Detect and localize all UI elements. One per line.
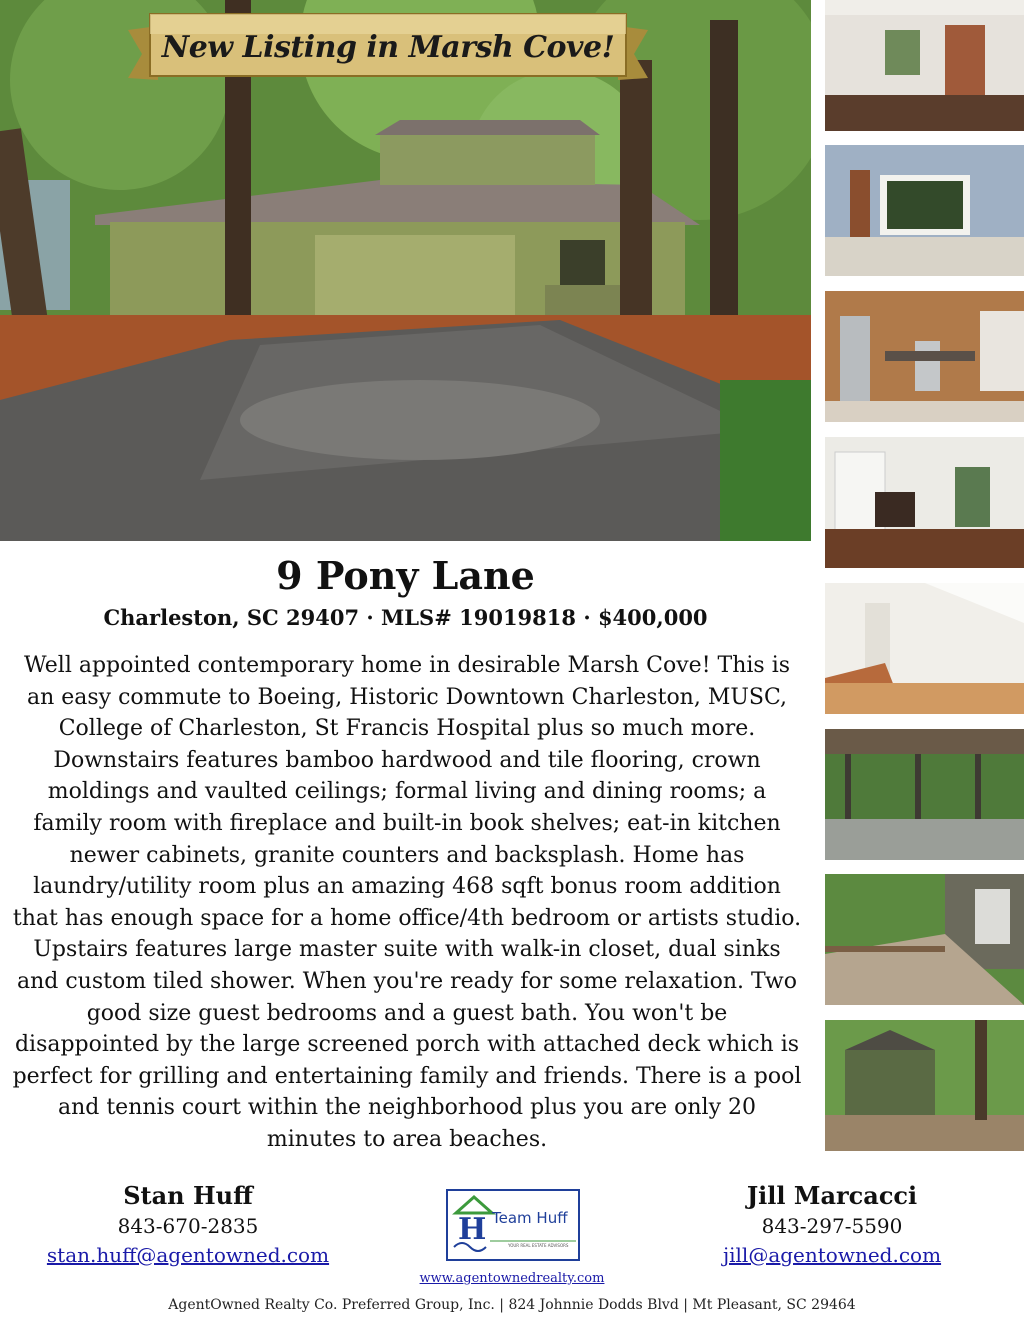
logo-text: Team Huff	[492, 1209, 568, 1227]
listing-banner	[128, 8, 648, 88]
thumb-bonus-room-photo	[825, 583, 1024, 714]
banner-title: New Listing in Marsh Cove!	[161, 30, 615, 65]
listing-description: Well appointed contemporary home in desirable Marsh Cove! This is an easy commute to Boeing, Historic Downtown Charleston, MUSC, College of Charleston, St Francis Hospital plus so much more. Downstairs features bamboo hardwood and tile flooring, crown moldings and vaulted ceilings; formal living and dining rooms; a family room with fireplace and built-in book shelves; eat-in kitchen newer cabinets, granite counters and backsplash. Home has laundry/utility room plus an amazing 468 sqft bonus room addition that has enough space for a home office/4th bedroom or artists studio. Upstairs features large master suite with walk-in closet, dual sinks and custom tiled shower. When you're ready for some relaxation. Two good size guest bedrooms and a guest bath. You won't be disappointed by the large screened porch with attached deck which is perfect for grilling and entertaining family and friends. There is a pool and tennis court within the neighborhood plus you are only 20 minutes to area beaches.	[12, 653, 802, 1152]
thumb-foyer-photo	[825, 0, 1024, 131]
thumb-backyard-photo	[825, 1020, 1024, 1151]
thumb-deck-photo	[825, 874, 1024, 1005]
agent-contact-right	[662, 1181, 1002, 1269]
thumb-kitchen-photo	[825, 291, 1024, 422]
thumb-family-room-photo	[825, 437, 1024, 568]
agent-name: Jill Marcacci	[746, 1181, 918, 1210]
listing-address: 9 Pony Lane	[276, 553, 535, 598]
team-huff-logo	[446, 1189, 580, 1261]
thumb-screened-porch-photo	[825, 729, 1024, 860]
agent-contact-left	[23, 1181, 353, 1269]
agent-phone: 843-297-5590	[761, 1214, 903, 1238]
agent-name: Stan Huff	[123, 1181, 253, 1210]
agent-phone: 843-670-2835	[117, 1214, 259, 1238]
listing-location-mls-price: Charleston, SC 29407 · MLS# 19019818 · $400,000	[103, 605, 708, 630]
logo-tagline: YOUR REAL ESTATE ADVISORS	[508, 1243, 569, 1248]
website-link[interactable]: www.agentownedrealty.com	[419, 1271, 605, 1286]
hero-house-photo	[0, 0, 811, 541]
agent-email-link[interactable]: jill@agentowned.com	[722, 1243, 942, 1267]
thumb-dining-photo	[825, 145, 1024, 276]
svg-text:H: H	[458, 1212, 487, 1247]
agent-email-link[interactable]: stan.huff@agentowned.com	[46, 1243, 330, 1267]
brokerage-footer: AgentOwned Realty Co. Preferred Group, Inc. | 824 Johnnie Dodds Blvd | Mt Pleasant, SC 29464	[168, 1297, 856, 1313]
